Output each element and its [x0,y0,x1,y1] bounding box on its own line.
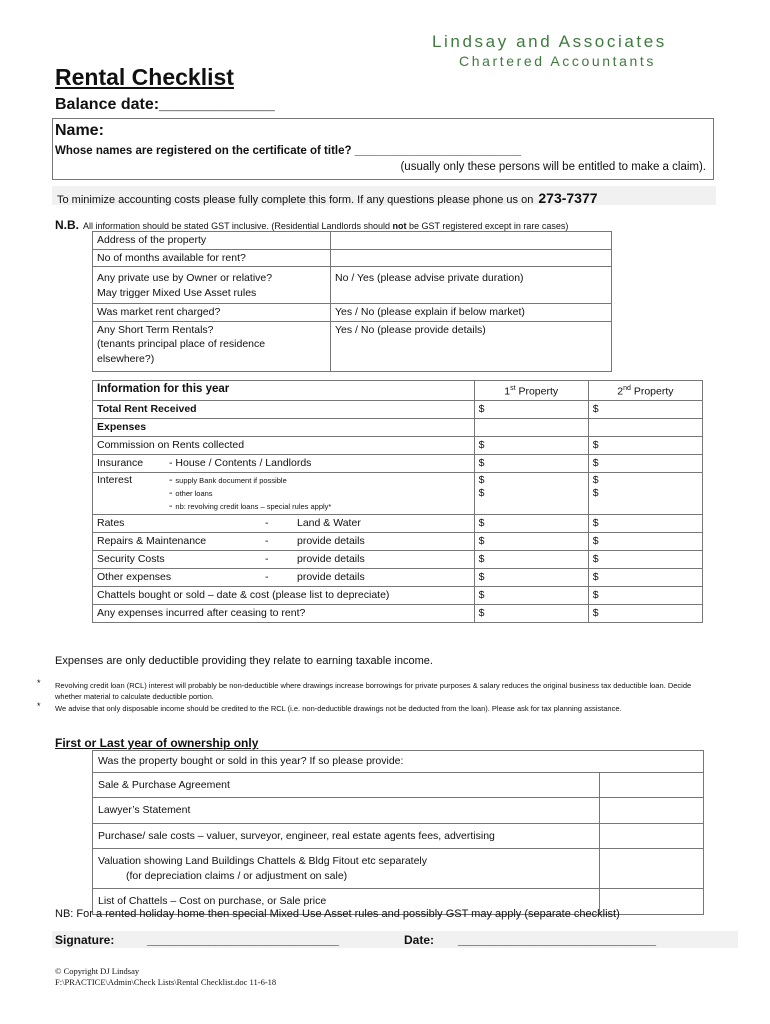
private-use-q: Any private use by Owner or relative? [97,272,273,284]
copyright-block [55,966,276,988]
table-row [93,249,612,267]
signature-field[interactable]: _______________________________ [147,933,339,947]
table-row [93,232,612,250]
page-title: Rental Checklist [55,64,234,90]
table-row [93,751,704,773]
repairs-label: Repairs & Maintenance - provide details [93,533,475,551]
table-row [93,321,612,372]
ownership-heading: First or Last year of ownership only [55,736,259,750]
copyright: © Copyright DJ Lindsay [55,966,140,976]
col-header-property-2: 2nd Property [588,381,702,401]
table-row [93,473,703,515]
market-rent-label: Was market rent charged? [93,304,331,322]
ownership-table [92,750,704,915]
table-row [93,515,703,533]
rates-p2[interactable]: $ [588,515,702,533]
expenses-label: Expenses [93,419,475,437]
date-label: Date: [404,933,435,947]
after-ceasing-p2[interactable]: $ [588,605,702,623]
chattels-p1[interactable]: $ [474,587,588,605]
short-term-answer[interactable]: Yes / No (please provide details) [331,321,612,372]
balance-date-field[interactable]: Balance date:_____________ [55,96,275,113]
firm-subtitle: Chartered Accountants [459,53,657,69]
months-available-label: No of months available for rent? [93,249,331,267]
other-expenses-label: Other expenses - provide details [93,569,475,587]
table-row [93,401,703,419]
certificate-question[interactable]: Whose names are registered on the certificate of title? __________________________ [55,145,522,157]
phone-number: 273-7377 [538,190,598,206]
chattels-list-label: List of Chattels – Cost on purchase, or Sale price [93,889,600,915]
other-expenses-p2[interactable]: $ [588,569,702,587]
sale-purchase-check[interactable] [600,772,704,798]
insurance-label: Insurance - House / Contents / Landlords [93,455,475,473]
instructions-body: To minimize accounting costs please fully complete this form. If any questions please phone us on [57,194,534,206]
repairs-p1[interactable]: $ [474,533,588,551]
total-rent-label: Total Rent Received [93,401,475,419]
rates-p1[interactable]: $ [474,515,588,533]
certificate-note: (usually only these persons will be entitled to make a claim). [400,161,706,173]
property-details-table [92,231,612,372]
rates-label: Rates - Land & Water [93,515,475,533]
table-row [93,587,703,605]
private-use-q2: May trigger Mixed Use Asset rules [97,286,257,299]
repairs-p2[interactable]: $ [588,533,702,551]
table-row [93,772,704,798]
name-label: Name: [55,122,104,139]
info-header: Information for this year [93,381,475,401]
security-p2[interactable]: $ [588,551,702,569]
footnote-2: We advise that only disposable income should be credited to the RCL (i.e. non-deductible drawings not be deducted from the loan). Please ask for tax planning assistance. [55,704,622,713]
insurance-p1[interactable]: $ [474,455,588,473]
short-term-q: Any Short Term Rentals? [97,323,214,336]
table-row [93,569,703,587]
nb-not: not [392,221,407,231]
security-label: Security Costs - provide details [93,551,475,569]
nb-label: N.B. [55,218,79,232]
empty-cell [588,419,702,437]
gst-note [55,218,568,232]
purchase-costs-label: Purchase/ sale costs – valuer, surveyor, engineer, real estate agents fees, advertising [93,823,600,849]
nb-text-2: be GST registered except in rare cases) [406,221,569,231]
private-use-label [93,267,331,304]
commission-p1[interactable]: $ [474,437,588,455]
total-rent-p1[interactable]: $ [474,401,588,419]
table-row [93,551,703,569]
purchase-costs-check[interactable] [600,823,704,849]
date-field[interactable]: ________________________________ [458,933,656,947]
after-ceasing-p1[interactable]: $ [474,605,588,623]
information-table [92,380,703,623]
table-row [93,267,612,304]
chattels-p2[interactable]: $ [588,587,702,605]
table-row [93,437,703,455]
table-row [93,419,703,437]
private-use-answer[interactable]: No / Yes (please advise private duration) [331,267,612,304]
interest-p2[interactable]: $ $ [588,473,702,515]
ownership-question: Was the property bought or sold in this year? If so please provide: [93,751,704,773]
sale-purchase-label: Sale & Purchase Agreement [93,772,600,798]
total-rent-p2[interactable]: $ [588,401,702,419]
short-term-q2: (tenants principal place of residence [97,338,266,350]
footnote-1: Revolving credit loan (RCL) interest will probably be non-deductible where drawings increase borrowings for private purposes & salary reduces the original business tax deductible loan. Decide whether material to calculate deductible portion. [55,681,692,701]
valuation-label: Valuation showing Land Buildings Chattels & Bldg Fitout etc separately (for depreciation claims / or adjustment on sale) [93,849,600,889]
expenses-note: Expenses are only deductible providing they relate to earning taxable income. [55,655,433,667]
chattels-label: Chattels bought or sold – date & cost (please list to depreciate) [93,587,475,605]
commission-label: Commission on Rents collected [93,437,475,455]
valuation-check[interactable] [600,849,704,889]
short-term-q3: elsewhere?) [97,352,155,365]
table-row [93,304,612,322]
months-available-input[interactable] [331,249,612,267]
empty-cell [474,419,588,437]
footnote-star-2: * [37,701,41,711]
other-expenses-p1[interactable]: $ [474,569,588,587]
holiday-home-note: NB: For a rented holiday home then special Mixed Use Asset rules and possibly GST may apply (separate checklist) [55,908,620,920]
table-row [93,605,703,623]
firm-name: Lindsay and Associates [432,32,667,51]
nb-text-1: All information should be stated GST inclusive. (Residential Landlords should [83,221,393,231]
instructions-text [57,190,598,206]
market-rent-answer[interactable]: Yes / No (please explain if below market) [331,304,612,322]
table-row [93,798,704,824]
table-row [93,823,704,849]
signature-label: Signature: [55,933,115,947]
interest-label: Interest - supply Bank document if possible - other loans - nb: revolving credit loans – special rules apply* [93,473,475,515]
table-row [93,455,703,473]
commission-p2[interactable]: $ [588,437,702,455]
after-ceasing-label: Any expenses incurred after ceasing to rent? [93,605,475,623]
interest-p1[interactable]: $ $ [474,473,588,515]
table-row [93,849,704,889]
footnote-star-1: * [37,678,41,688]
security-p1[interactable]: $ [474,551,588,569]
table-header-row [93,381,703,401]
property-address-label: Address of the property [93,232,331,250]
lawyer-statement-check[interactable] [600,798,704,824]
insurance-p2[interactable]: $ [588,455,702,473]
table-row [93,533,703,551]
short-term-label [93,321,331,372]
property-address-input[interactable] [331,232,612,250]
lawyer-statement-label: Lawyer’s Statement [93,798,600,824]
file-path: F:\PRACTICE\Admin\Check Lists\Rental Checklist.doc 11-6-18 [55,977,277,987]
col-header-property-1: 1st Property [474,381,588,401]
